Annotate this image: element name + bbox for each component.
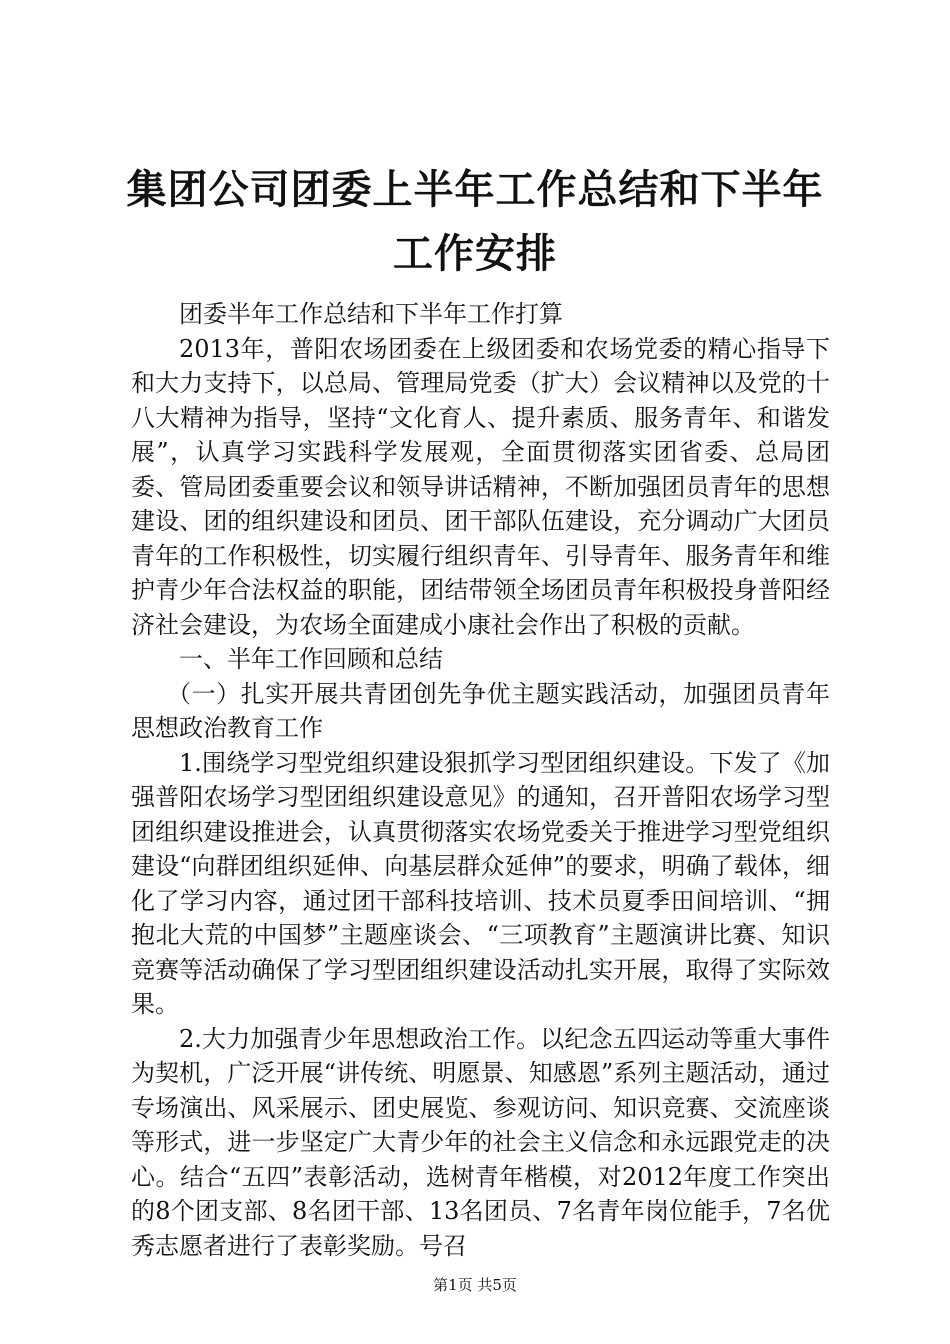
paragraph-item-2: 2.大力加强青少年思想政治工作。以纪念五四运动等重大事件为契机，广泛开展“讲传统、明愿景、知感恩”系列主题活动，通过专场演出、风采展示、团史展览、参观访问、知识竞赛、交流座谈等形式，进一步坚定广大青少年的社会主义信念和永远跟党走的决心。结合“五四”表彰活动，选树青年楷模，对2012年度工作突出的8个团支部、8名团干部、13名团员、7名青年岗位能手，7名优秀志愿者进行了表彰奖励。号召 (131, 1024, 830, 1260)
paragraph-subtitle: 团委半年工作总结和下半年工作打算 (179, 300, 563, 328)
document-body (131, 297, 830, 1263)
paragraph-item-1: 1.围绕学习型党组织建设狠抓学习型团组织建设。下发了《加强普阳农场学习型团组织建设意见》的通知，召开普阳农场学习型团组织建设推进会，认真贯彻落实农场党委关于推进学习型党组织建设“向群团组织延伸、向基层群众延伸”的要求，明确了载体，细化了学习内容，通过团干部科技培训、技术员夏季田间培训、“拥抱北大荒的中国梦”主题座谈会、“三项教育”主题演讲比赛、知识竞赛等活动确保了学习型团组织建设活动扎实开展，取得了实际效果。 (131, 748, 830, 1018)
paragraph-intro: 2013年，普阳农场团委在上级团委和农场党委的精心指导下和大力支持下，以总局、管理局党委（扩大）会议精神以及党的十八大精神为指导，坚持“文化育人、提升素质、服务青年、和谐发展”，认真学习实践科学发展观，全面贯彻落实团省委、总局团委、管局团委重要会议和领导讲话精神，不断加强团员青年的思想建设、团的组织建设和团员、团干部队伍建设，充分调动广大团员青年的工作积极性，切实履行组织青年、引导青年、服务青年和维护青少年合法权益的职能，团结带领全场团员青年积极投身普阳经济社会建设，为农场全面建成小康社会作出了积极的贡献。 (131, 334, 830, 639)
subsection-heading-1: （一）扎实开展共青团创先争优主题实践活动，加强团员青年思想政治教育工作 (131, 679, 830, 742)
document-title: 集团公司团委上半年工作总结和下半年工作安排 (126, 166, 824, 277)
page-footer: 第1页 共5页 (433, 1276, 517, 1294)
section-heading-1: 一、半年工作回顾和总结 (179, 645, 443, 673)
